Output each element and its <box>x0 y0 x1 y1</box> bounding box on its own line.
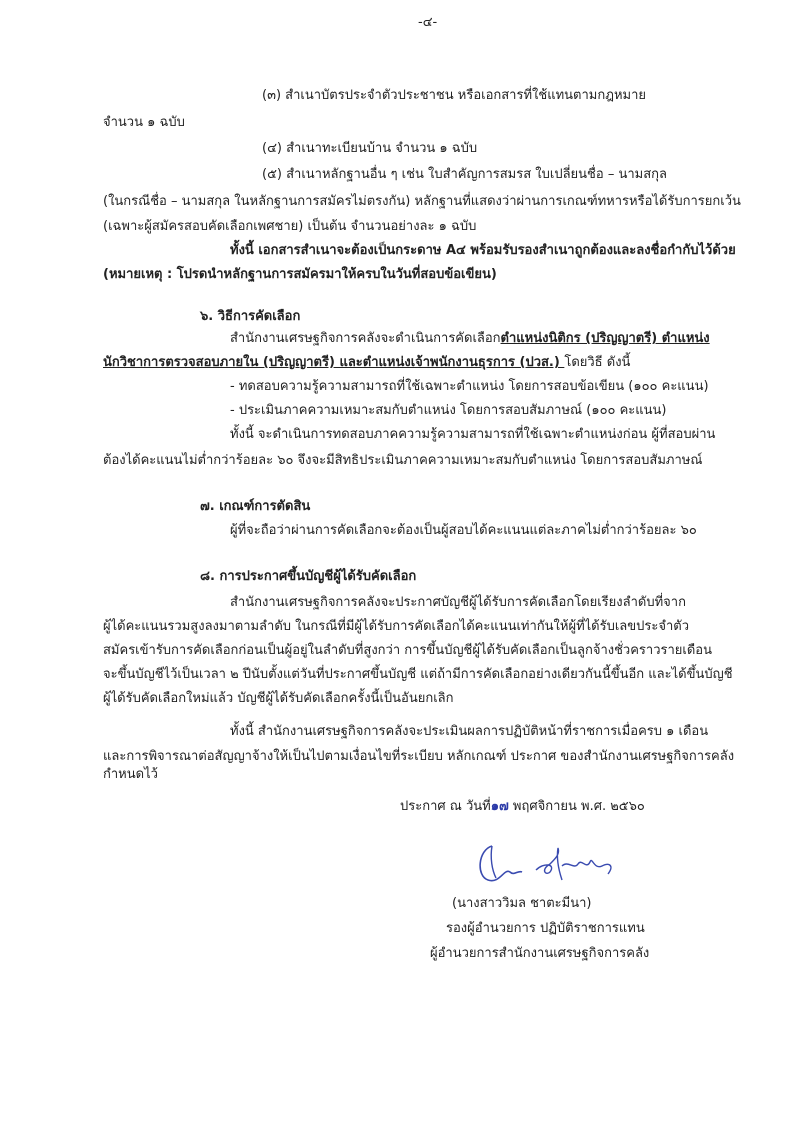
section8-line3: สมัครเข้ารับการคัดเลือกก่อนเป็นผู้อยู่ในลำดับที่สูงกว่า การขึ้นบัญชีผู้ได้รับคัดเลือกเป็นลูกจ้างชั่วคราวรายเดือน <box>103 643 712 658</box>
announcement-month-year: พฤศจิกายน พ.ศ. ๒๕๖๐ <box>508 799 645 814</box>
signer-name: (นางสาววิมล ชาตะมีนา) <box>452 896 592 911</box>
page-number: -๔- <box>418 15 438 30</box>
doc-item-5: (๕) สำเนาหลักฐานอื่น ๆ เช่น ใบสำคัญการสมรส ใบเปลี่ยนชื่อ – นามสกุล <box>262 167 667 182</box>
doc-item-3-cont: จำนวน ๑ ฉบับ <box>103 115 185 130</box>
announcement-day: ๑๗ <box>490 799 509 814</box>
doc-item-4: (๔) สำเนาทะเบียนบ้าน จำนวน ๑ ฉบับ <box>262 141 478 156</box>
doc-item-5-line2: (ในกรณีชื่อ – นามสกุล ในหลักฐานการสมัครไม่ตรงกัน) หลักฐานที่แสดงว่าผ่านการเกณฑ์ทหารหรือได้รับการยกเว้น <box>103 194 741 209</box>
section6-p1-text: สำนักงานเศรษฐกิจการคลังจะดำเนินการคัดเลือก <box>230 331 501 346</box>
signer-title-line2: ผู้อำนวยการสำนักงานเศรษฐกิจการคลัง <box>430 946 650 961</box>
section6-p1-line1 <box>230 330 750 348</box>
section6-heading: ๖. วิธีการคัดเลือก <box>200 309 301 324</box>
section6-positions-underlined: ตำแหน่งนิติกร (ปริญญาตรี) ตำแหน่ง <box>500 331 710 346</box>
doc-item-5-line3: (เฉพาะผู้สมัครสอบคัดเลือกเพศชาย) เป็นต้น จำนวนอย่างละ ๑ ฉบับ <box>103 219 477 234</box>
section8-line1: สำนักงานเศรษฐกิจการคลังจะประกาศบัญชีผู้ได้รับการคัดเลือกโดยเรียงลำดับที่จาก <box>230 595 686 610</box>
section7-heading: ๗. เกณฑ์การตัดสิน <box>200 499 311 514</box>
doc-note-remark: (หมายเหตุ : โปรดนำหลักฐานการสมัครมาให้ครบในวันที่สอบข้อเขียน) <box>103 267 497 282</box>
section6-p2-line2: ต้องได้คะแนนไม่ต่ำกว่าร้อยละ ๖๐ จึงจะมีสิทธิประเมินภาคความเหมาะสมกับตำแหน่ง โดยการสอบสัมภาษณ์ <box>103 453 703 468</box>
section8-line2: ผู้ได้คะแนนรวมสูงลงมาตามลำดับ ในกรณีที่มีผู้ได้รับการคัดเลือกได้คะแนนเท่ากันให้ผู้ที่ได้รับเลขประจำตัว <box>103 619 690 634</box>
section6-p1-method: โดยวิธี ดังนี้ <box>564 355 631 370</box>
section6-p1-line2 <box>103 354 750 372</box>
section8-line6: ทั้งนี้ สำนักงานเศรษฐกิจการคลังจะประเมินผลการปฏิบัติหน้าที่ราชการเมื่อครบ ๑ เดือน <box>230 724 709 739</box>
section7-p1: ผู้ที่จะถือว่าผ่านการคัดเลือกจะต้องเป็นผู้สอบได้คะแนนแต่ละภาคไม่ต่ำกว่าร้อยละ ๖๐ <box>230 523 697 538</box>
section6-p2-line1: ทั้งนี้ จะดำเนินการทดสอบภาคความรู้ความสามารถที่ใช้เฉพาะตำแหน่งก่อน ผู้ที่สอบผ่าน <box>230 427 716 442</box>
section6-bullet-written-exam: - ทดสอบความรู้ความสามารถที่ใช้เฉพาะตำแหน่ง โดยการสอบข้อเขียน (๑๐๐ คะแนน) <box>230 379 709 394</box>
section8-line5: ผู้ได้รับคัดเลือกใหม่แล้ว บัญชีผู้ได้รับคัดเลือกครั้งนี้เป็นอันยกเลิก <box>103 691 454 706</box>
section6-bullet-interview: - ประเมินภาคความเหมาะสมกับตำแหน่ง โดยการสอบสัมภาษณ์ (๑๐๐ คะแนน) <box>230 403 667 418</box>
signature-image <box>470 840 620 888</box>
section8-heading: ๘. การประกาศขึ้นบัญชีผู้ได้รับคัดเลือก <box>200 569 417 584</box>
section6-positions-underlined-cont: นักวิชาการตรวจสอบภายใน (ปริญญาตรี) และตำแหน่งเจ้าพนักงานธุรการ (ปวส.) <box>103 355 565 370</box>
doc-note-a4: ทั้งนี้ เอกสารสำเนาจะต้องเป็นกระดาษ A๔ พร้อมรับรองสำเนาถูกต้องและลงชื่อกำกับไว้ด้วย <box>230 243 736 258</box>
announcement-prefix: ประกาศ ณ วันที่ <box>400 799 491 814</box>
section8-line7: และการพิจารณาต่อสัญญาจ้างให้เป็นไปตามเงื่อนไขที่ระเบียบ หลักเกณฑ์ ประกาศ ของสำนักงานเศรษฐกิจการคลังกำหนดไว้ <box>103 749 735 782</box>
announcement-date <box>400 798 750 816</box>
doc-item-3: (๓) สำเนาบัตรประจำตัวประชาชน หรือเอกสารที่ใช้แทนตามกฎหมาย <box>262 88 647 103</box>
section8-line4: จะขึ้นบัญชีไว้เป็นเวลา ๒ ปีนับตั้งแต่วันที่ประกาศขึ้นบัญชี แต่ถ้ามีการคัดเลือกอย่างเดียวกันนี้ขึ้นอีก และได้ขึ้นบัญชี <box>103 667 733 682</box>
signer-title-line1: รองผู้อำนวยการ ปฏิบัติราชการแทน <box>446 921 645 936</box>
